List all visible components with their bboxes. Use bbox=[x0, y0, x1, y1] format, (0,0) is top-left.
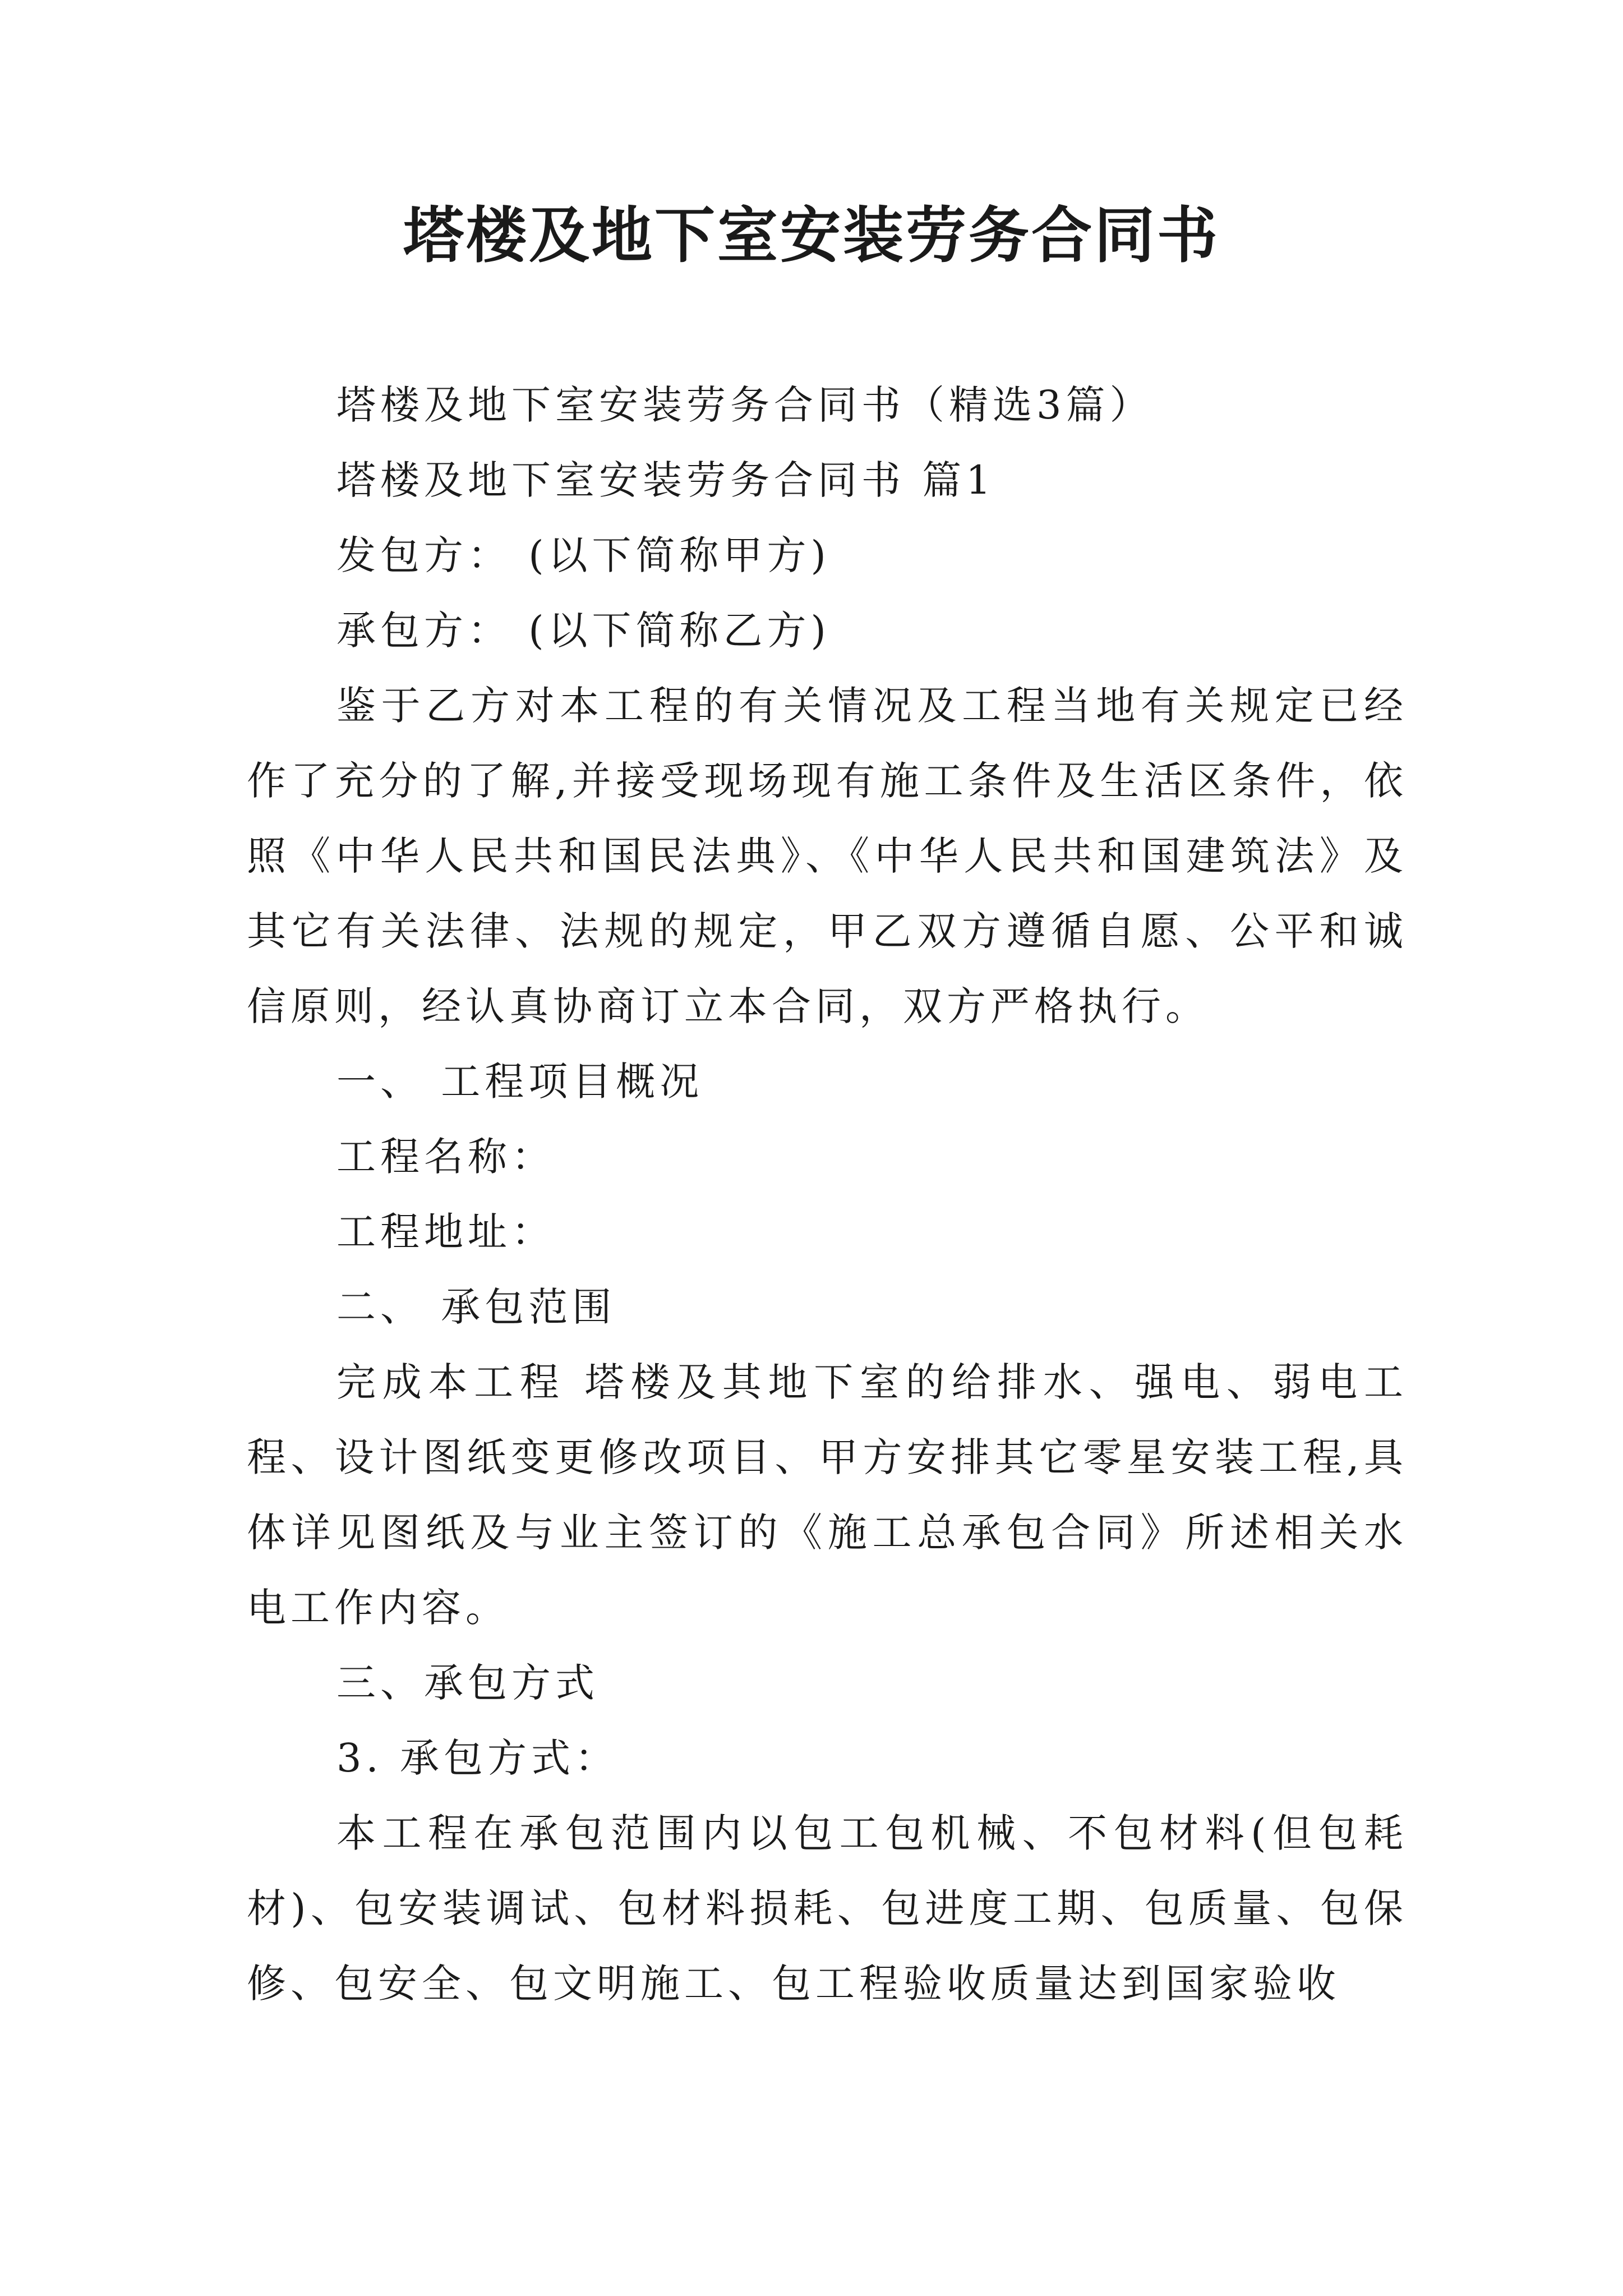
paragraph-preamble: 鉴于乙方对本工程的有关情况及工程当地有关规定已经作了充分的了解,并接受现场现有施工条件及生活区条件，依照《中华人民共和国民法典》、《中华人民共和国建筑法》及其它有关法律、法规的规定，甲乙双方遵循自愿、公平和诚信原则，经认真协商订立本合同，双方严格执行。 bbox=[247, 683, 1408, 1029]
paragraph-heading-overview: 一、 工程项目概况 bbox=[336, 1059, 704, 1105]
paragraph-scope: 完成本工程 塔楼及其地下室的给排水、强电、弱电工程、设计图纸变更修改项目、甲方安排其它零星安装工程,具体详见图纸及与业主签订的《施工总承包合同》所述相关水电工作内容。 bbox=[247, 1359, 1408, 1631]
paragraph-heading-scope: 二、 承包范围 bbox=[336, 1284, 616, 1330]
document-title: 塔楼及地下室安装劳务合同书 bbox=[403, 200, 1220, 271]
paragraph-party-b: 承包方： (以下简称乙方) bbox=[336, 608, 831, 654]
paragraph-section-heading: 塔楼及地下室安装劳务合同书 篇1 bbox=[336, 457, 995, 503]
paragraph-heading-method: 三、承包方式 bbox=[336, 1660, 599, 1706]
paragraph-method-detail: 本工程在承包范围内以包工包机械、不包材料(但包耗材)、包安装调试、包材料损耗、包进度工期、包质量、包保修、包安全、包文明施工、包工程验收质量达到国家验收 bbox=[247, 1810, 1408, 2007]
paragraph-party-a: 发包方： (以下简称甲方) bbox=[336, 532, 831, 578]
paragraph-project-address: 工程地址： bbox=[336, 1209, 555, 1255]
paragraph-subtitle: 塔楼及地下室安装劳务合同书（精选3篇） bbox=[336, 382, 1154, 428]
paragraph-method-item: 3. 承包方式： bbox=[336, 1735, 619, 1781]
document-body bbox=[247, 367, 1408, 2021]
paragraph-project-name: 工程名称： bbox=[336, 1134, 555, 1180]
